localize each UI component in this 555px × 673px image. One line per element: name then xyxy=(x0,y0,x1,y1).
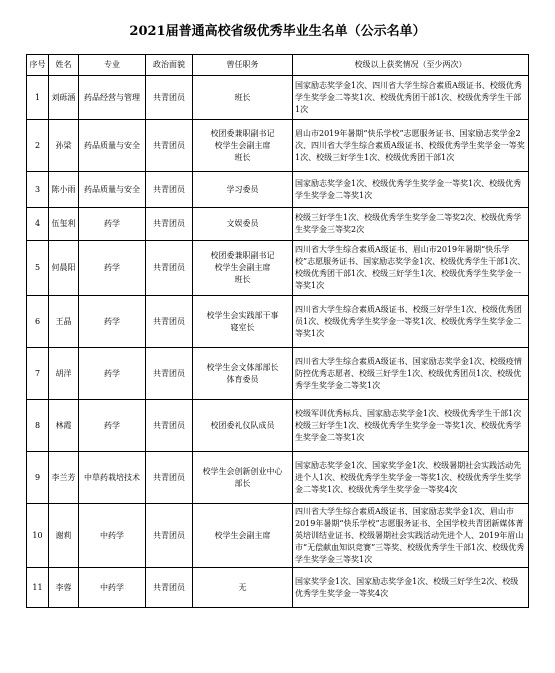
header-awards: 校级以上获奖情况（至少两次） xyxy=(293,55,529,76)
cell-awards: 四川省大学生综合素质A级证书、眉山市2019年暑期“快乐学校”志愿服务证书、国家励志奖学金1次、校级优秀学生干部1次、校级优秀团干部1次、校级三好学生1次、校级优秀学生奖学金一等奖1次 xyxy=(293,241,529,296)
cell-number: 11 xyxy=(27,568,49,608)
cell-major: 药学 xyxy=(79,400,146,452)
cell-political-status: 共青团员 xyxy=(146,504,193,568)
cell-awards: 国家励志奖学金1次、四川省大学生综合素质A级证书、校级优秀学生奖学金二等奖1次、校级优秀团干部1次、校级优秀学生干部1次 xyxy=(293,76,529,120)
cell-awards: 校级三好学生1次、校级优秀学生奖学金二等奖2次、校级优秀学生奖学金三等奖2次 xyxy=(293,208,529,241)
cell-political-status: 共青团员 xyxy=(146,400,193,452)
cell-name: 何晨阳 xyxy=(49,241,79,296)
header-number: 序号 xyxy=(27,55,49,76)
cell-awards: 眉山市2019年暑期“快乐学校”志愿服务证书、国家励志奖学金2次、四川省大学生综合素质A级证书、校级优秀学生奖学金一等奖1次、校级三好学生1次、校级优秀团干部1次 xyxy=(293,120,529,172)
cell-name: 陈小雨 xyxy=(49,172,79,208)
header-duty: 曾任职务 xyxy=(193,55,293,76)
cell-number: 1 xyxy=(27,76,49,120)
cell-number: 3 xyxy=(27,172,49,208)
cell-major: 中药学 xyxy=(79,504,146,568)
cell-name: 李蓉 xyxy=(49,568,79,608)
cell-awards: 国家励志奖学金1次、国家奖学金1次、校级暑期社会实践活动先进个人1次、校级优秀学生奖学金一等奖1次、校级优秀学生奖学金二等奖1次、校级优秀学生奖学金一等奖4次 xyxy=(293,452,529,504)
cell-duty: 校学生会副主席 xyxy=(193,504,293,568)
cell-major: 中药学 xyxy=(79,568,146,608)
table-row xyxy=(27,296,529,348)
cell-political-status: 共青团员 xyxy=(146,348,193,400)
cell-political-status: 共青团员 xyxy=(146,76,193,120)
cell-name: 胡洋 xyxy=(49,348,79,400)
table-row xyxy=(27,172,529,208)
table-row xyxy=(27,208,529,241)
cell-political-status: 共青团员 xyxy=(146,241,193,296)
cell-duty: 无 xyxy=(193,568,293,608)
cell-major: 药品质量与安全 xyxy=(79,120,146,172)
cell-duty: 校团委礼仪队成员 xyxy=(193,400,293,452)
cell-major: 药学 xyxy=(79,296,146,348)
cell-political-status: 共青团员 xyxy=(146,120,193,172)
cell-name: 伍玺利 xyxy=(49,208,79,241)
table-row xyxy=(27,241,529,296)
cell-number: 4 xyxy=(27,208,49,241)
cell-duty: 校学生会文体部部长 体育委员 xyxy=(193,348,293,400)
table-row xyxy=(27,348,529,400)
table-row xyxy=(27,120,529,172)
cell-name: 谢莉 xyxy=(49,504,79,568)
cell-political-status: 共青团员 xyxy=(146,296,193,348)
cell-duty: 校学生会创新创业中心 部长 xyxy=(193,452,293,504)
cell-political-status: 共青团员 xyxy=(146,568,193,608)
table-row xyxy=(27,504,529,568)
cell-duty: 校学生会实践部干事 寝室长 xyxy=(193,296,293,348)
cell-major: 药品经营与管理 xyxy=(79,76,146,120)
cell-major: 药学 xyxy=(79,241,146,296)
cell-number: 8 xyxy=(27,400,49,452)
table-body xyxy=(27,76,529,608)
cell-duty: 班长 xyxy=(193,76,293,120)
cell-name: 孙梁 xyxy=(49,120,79,172)
cell-duty: 校团委兼职副书记 校学生会副主席 班长 xyxy=(193,241,293,296)
cell-awards: 四川省大学生综合素质A级证书、国家励志奖学金1次、校级疫情防控优秀志愿者、校级三好学生1次、校级优秀团员1次、校级优秀学生奖学金二等奖1次 xyxy=(293,348,529,400)
cell-number: 9 xyxy=(27,452,49,504)
cell-number: 10 xyxy=(27,504,49,568)
cell-number: 5 xyxy=(27,241,49,296)
cell-political-status: 共青团员 xyxy=(146,172,193,208)
cell-political-status: 共青团员 xyxy=(146,452,193,504)
cell-awards: 校级军训优秀标兵、国家励志奖学金1次、校级优秀学生干部1次校级三好学生1次、校级优秀学生奖学金一等奖1次、校级优秀学生奖学金二等奖1次 xyxy=(293,400,529,452)
table-row xyxy=(27,76,529,120)
cell-awards: 四川省大学生综合素质A级证书、国家励志奖学金1次、眉山市2019年暑期“快乐学校”志愿服务证书、全国学校共青团新媒体菁英培训结业证书、校级暑期社会实践活动先进个人、2019年眉山市“无偿献血知识竞赛”三等奖、校级优秀学生干部1次、校级优秀学生奖学金三等奖1次 xyxy=(293,504,529,568)
page-title: 2021届普通高校省级优秀毕业生名单（公示名单） xyxy=(129,24,426,39)
table-row xyxy=(27,400,529,452)
header-name: 姓名 xyxy=(49,55,79,76)
table-row xyxy=(27,568,529,608)
cell-duty: 校团委兼职副书记 校学生会副主席 班长 xyxy=(193,120,293,172)
cell-major: 药学 xyxy=(79,208,146,241)
table-row xyxy=(27,452,529,504)
cell-duty: 文娱委员 xyxy=(193,208,293,241)
cell-major: 中草药栽培技术 xyxy=(79,452,146,504)
cell-number: 7 xyxy=(27,348,49,400)
cell-awards: 国家奖学金1次、国家励志奖学金1次、校级三好学生2次、校级优秀学生奖学金一等奖4次 xyxy=(293,568,529,608)
cell-number: 2 xyxy=(27,120,49,172)
header-major: 专业 xyxy=(79,55,146,76)
cell-number: 6 xyxy=(27,296,49,348)
cell-awards: 四川省大学生综合素质A级证书、校级三好学生1次、校级优秀团员1次、校级优秀学生奖学金一等奖1次、校级优秀学生奖学金二等奖1次 xyxy=(293,296,529,348)
table-header-row xyxy=(27,55,529,76)
cell-political-status: 共青团员 xyxy=(146,208,193,241)
cell-major: 药学 xyxy=(79,348,146,400)
cell-duty: 学习委员 xyxy=(193,172,293,208)
cell-name: 刘砾涵 xyxy=(49,76,79,120)
cell-major: 药品质量与安全 xyxy=(79,172,146,208)
cell-name: 李兰芳 xyxy=(49,452,79,504)
header-political-status: 政治面貌 xyxy=(146,55,193,76)
cell-name: 王晶 xyxy=(49,296,79,348)
cell-name: 林霞 xyxy=(49,400,79,452)
cell-awards: 国家励志奖学金1次、校级优秀学生奖学金一等奖1次、校级优秀学生奖学金二等奖1次 xyxy=(293,172,529,208)
graduate-list-table xyxy=(26,54,529,608)
